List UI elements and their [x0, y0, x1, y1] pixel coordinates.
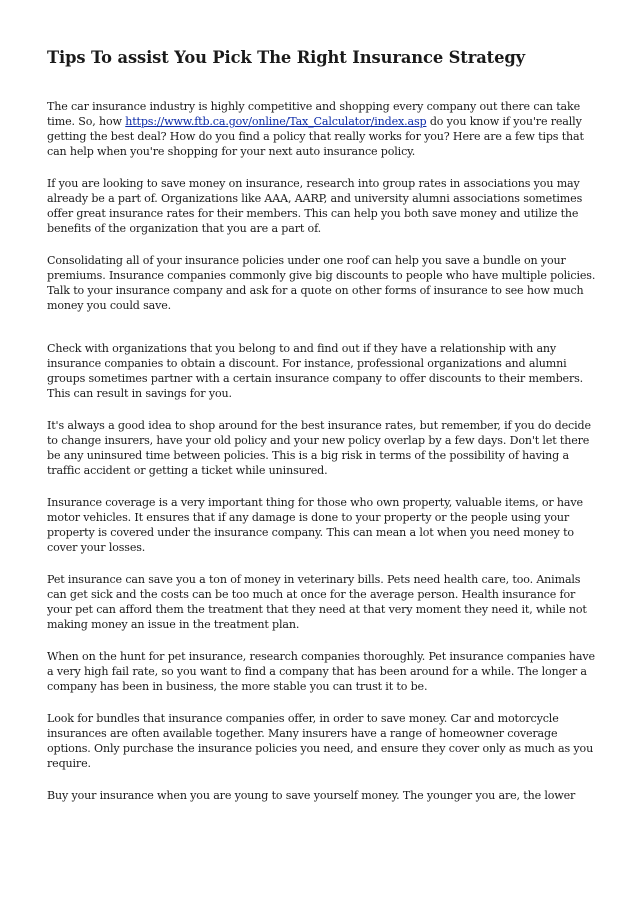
tax-calculator-link[interactable]: https://www.ftb.ca.gov/online/Tax_Calculator/index.asp: [125, 115, 427, 128]
document-title: Tips To assist You Pick The Right Insurance Strategy: [47, 48, 525, 67]
paragraph-text: do you know if you're really getting the best deal? How do you find a policy that really works for you? Here are a few tips that can help when you're shopping for your next auto insurance policy.: [47, 115, 584, 158]
paragraph-buy-young: Buy your insurance when you are young to save yourself money. The younger you are, the lower: [47, 789, 576, 802]
paragraph-intro: [47, 99, 598, 159]
paragraph-bundles: Look for bundles that insurance companies offer, in order to save money. Car and motorcycle insurances are often available together. Many insurers have a range of homeowner coverage options. Only purchase the insurance policies you need, and ensure they cover only as much as you require.: [47, 712, 594, 770]
paragraph-coverage: Insurance coverage is a very important thing for those who own property, valuable items, or have motor vehicles. It ensures that if any damage is done to your property or the people using your property is covered under the insurance company. This can mean a lot when you need money to cover your losses.: [47, 496, 583, 554]
paragraph-shop-around: It's always a good idea to shop around for the best insurance rates, but remember, if you do decide to change insurers, have your old policy and your new policy overlap by a few days. Don't let there be any uninsured time between policies. This is a big risk in terms of the possibility of having a traffic accident or getting a ticket while uninsured.: [47, 419, 591, 477]
paragraph-pet-insurance: Pet insurance can save you a ton of money in veterinary bills. Pets need health care, too. Animals can get sick and the costs can be too much at once for the average person. Health insurance for your pet can afford them the treatment that they need at that very moment they need it, while not making money an issue in the treatment plan.: [47, 573, 587, 631]
paragraph-group-rates: If you are looking to save money on insurance, research into group rates in associations you may already be a part of. Organizations like AAA, AARP, and university alumni associations sometimes offer great insurance rates for their members. This can help you both save money and utilize the benefits of the organization that you are a part of.: [47, 177, 583, 235]
paragraph-organizations: Check with organizations that you belong to and find out if they have a relationship with any insurance companies to obtain a discount. For instance, professional organizations and alumni groups sometimes partner with a certain insurance company to offer discounts to their members. This can result in savings for you.: [47, 342, 584, 400]
paragraph-consolidating: Consolidating all of your insurance policies under one roof can help you save a bundle on your premiums. Insurance companies commonly give big discounts to people who have multiple policies. Talk to your insurance company and ask for a quote on other forms of insurance to see how much money you could save.: [47, 254, 596, 312]
paragraph-text: The car insurance industry is highly competitive and shopping every company out there can take time. So, how: [47, 100, 580, 128]
paragraph-pet-research: When on the hunt for pet insurance, research companies thoroughly. Pet insurance companies have a very high fail rate, so you want to find a company that has been around for a while. The longer a company has been in business, the more stable you can trust it to be.: [47, 650, 595, 693]
